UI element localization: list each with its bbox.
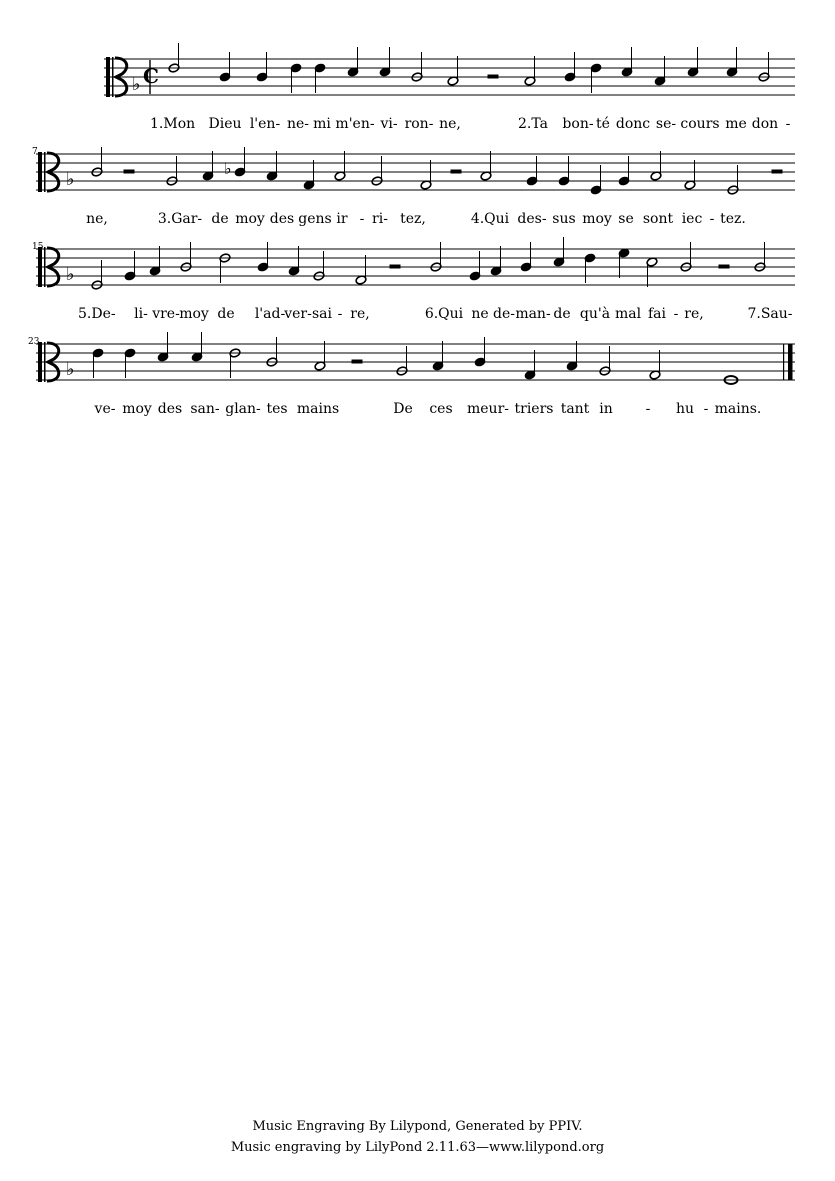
flat-icon: ♭ [66, 359, 75, 380]
flat-icon: ♭ [66, 264, 75, 285]
footer-credit-line-1: Music Engraving By Lilypond, Generated by PPIV. [252, 1119, 583, 1134]
lyric-syllable: san- [190, 401, 220, 417]
lyric-syllable: ne, [439, 116, 461, 132]
lyric-syllable: ver- [284, 306, 312, 322]
lyric-syllable: 2.Ta [518, 116, 548, 132]
lyric-syllable: l'en- [249, 116, 281, 132]
lyric-syllable: ne, [86, 211, 108, 227]
lyric-syllable: sai [311, 306, 333, 322]
lyric-syllable: ces [429, 401, 453, 417]
lyric-syllable: mains. [714, 401, 762, 417]
lyric-syllable: de [211, 211, 229, 227]
lyric-syllable: donc [615, 116, 651, 132]
lyric-hyphen: - [337, 306, 343, 322]
lyric-syllable: ne- [286, 116, 310, 132]
footer-credit-line-2: Music engraving by LilyPond 2.11.63—www.lilypond.org [230, 1140, 605, 1155]
measure-number: 23 [28, 337, 40, 347]
lyric-syllable: ne [471, 306, 489, 322]
lyric-syllable: 7.Sau- [747, 306, 793, 322]
cut-time-icon: C [143, 64, 159, 88]
lyric-syllable: ve- [94, 401, 116, 417]
lyric-syllable: me [725, 116, 747, 132]
measure-number: 15 [32, 242, 44, 252]
lyric-syllable: gens [298, 211, 332, 227]
lyric-syllable: 4.Qui [470, 211, 510, 227]
lyric-syllable: tant [560, 401, 590, 417]
lyric-syllable: moy [582, 211, 612, 227]
lyric-syllable: bon- [562, 116, 594, 132]
lyric-syllable: té [596, 116, 610, 132]
lyric-syllable: hu [675, 401, 695, 417]
lyric-hyphen: - [709, 211, 715, 227]
lyric-syllable: se [618, 211, 634, 227]
lyric-syllable: meur- [467, 401, 509, 417]
lyric-syllable: Dieu [208, 116, 242, 132]
lyric-syllable: iec [681, 211, 703, 227]
lyric-syllable: re, [350, 306, 370, 322]
lyric-syllable: re, [684, 306, 704, 322]
lyric-syllable: 3.Gar- [157, 211, 203, 227]
lyric-syllable: tes [266, 401, 288, 417]
lyric-hyphen: - [645, 401, 651, 417]
lyric-syllable: ir [336, 211, 348, 227]
lyric-syllable: ron- [404, 116, 434, 132]
lyric-syllable: De [393, 401, 413, 417]
flat-icon: ♭ [66, 169, 75, 190]
lyric-syllable: ri- [372, 211, 388, 227]
lyric-syllable: mal [614, 306, 642, 322]
lyric-syllable: cours [680, 116, 720, 132]
lyric-syllable: li- [134, 306, 148, 322]
lyric-syllable: des [269, 211, 295, 227]
lyric-syllable: tez, [400, 211, 426, 227]
svg-text:♭: ♭ [224, 159, 232, 178]
lyric-syllable: des- [517, 211, 547, 227]
lyric-hyphen: - [785, 116, 791, 132]
lyric-syllable: fai [647, 306, 667, 322]
lyric-hyphen: - [359, 211, 365, 227]
lyric-syllable: m'en- [335, 116, 375, 132]
lyric-syllable: mi [313, 116, 331, 132]
measure-number: 7 [32, 147, 38, 157]
lyric-syllable: 6.Qui [424, 306, 464, 322]
lyric-syllable: qu'à [579, 306, 611, 322]
lyric-syllable: moy [122, 401, 152, 417]
lyric-syllable: 1.Mon [150, 116, 196, 132]
lyric-syllable: vre- [152, 306, 180, 322]
lyric-syllable: sont [642, 211, 674, 227]
lyric-syllable: moy [235, 211, 265, 227]
lyric-syllable: l'ad- [254, 306, 286, 322]
lyric-syllable: don [751, 116, 779, 132]
lyric-syllable: triers [514, 401, 554, 417]
lyric-syllable: glan- [225, 401, 261, 417]
lyric-syllable: de- [493, 306, 515, 322]
lyric-syllable: tez. [720, 211, 746, 227]
lyric-syllable: vi- [380, 116, 398, 132]
lyric-syllable: moy [179, 306, 209, 322]
lyric-syllable: man- [515, 306, 551, 322]
lyric-syllable: in [599, 401, 613, 417]
lyric-syllable: sus [552, 211, 576, 227]
flat-icon: ♭ [132, 74, 141, 95]
lyric-syllable: mains [296, 401, 340, 417]
lyric-syllable: de [553, 306, 571, 322]
lyric-hyphen: - [673, 306, 679, 322]
lyric-syllable: se- [655, 116, 677, 132]
lyric-syllable: 5.De- [78, 306, 116, 322]
lyric-syllable: de [217, 306, 235, 322]
lyric-syllable: des [157, 401, 183, 417]
lyric-hyphen: - [703, 401, 709, 417]
